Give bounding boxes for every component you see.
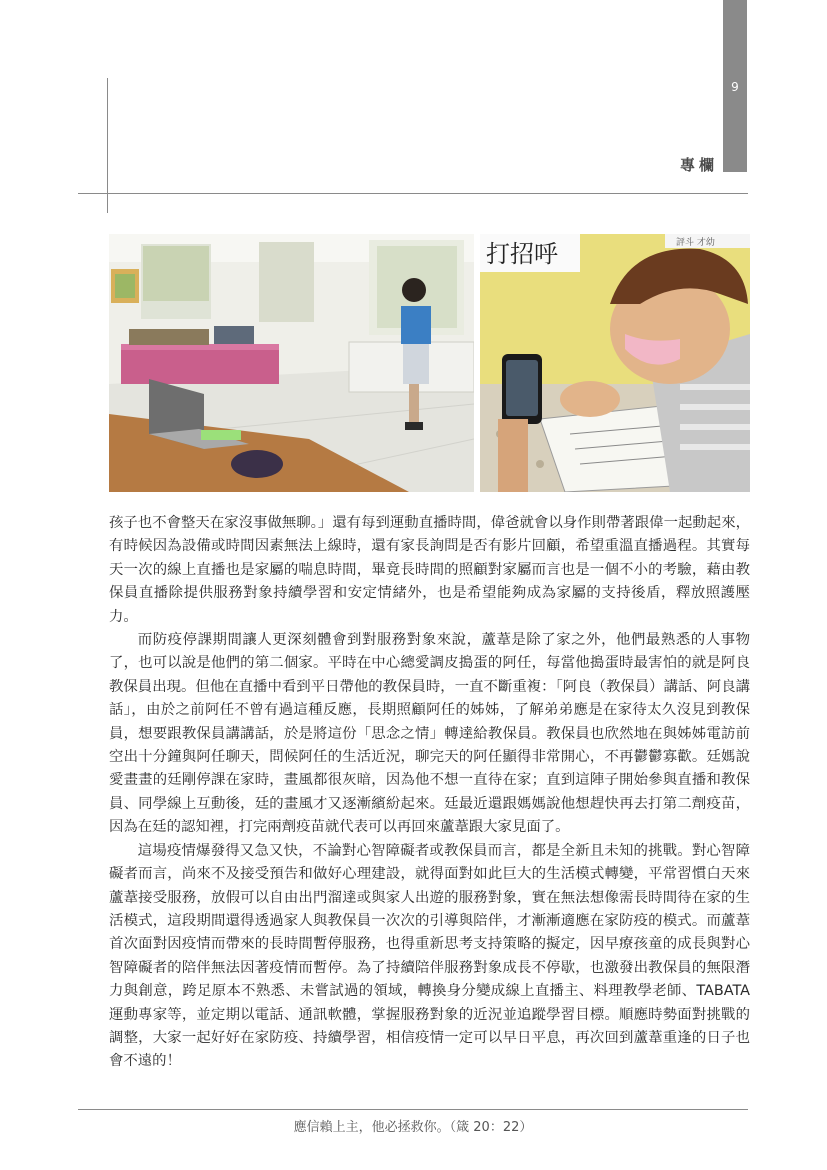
paragraph-1: 孩子也不會整天在家沒事做無聊。」還有每到運動直播時間，偉爸就會以身作則帶著跟偉一起動起來，有時候因為設備或時間因素無法上線時，還有家長詢問是否有影片回顧，希望重溫直播過程。其實每天一次的線上直播也是家屬的喘息時間，畢竟長時間的照顧對家屬而言也是一個不小的考驗，藉由教保員直播除提供服務對象持續學習和安定情緒外，也是希望能夠成為家屬的支持後盾，釋放照護壓力。 (109, 515, 750, 625)
sign-text: 打招呼 (486, 240, 558, 268)
footer-rule (78, 1109, 748, 1110)
column-title: 專欄 (679, 156, 718, 174)
paragraph-2: 而防疫停課期間讓人更深刻體會到對服務對象來說，蘆葦是除了家之外，他們最熟悉的人事物了，也可以說是他們的第二個家。平時在中心總愛調皮搗蛋的阿任，每當他搗蛋時最害怕的就是阿良教保員出現。但他在直播中看到平日帶他的教保員時，一直不斷重複：「阿良（教保員）講話、阿良講話」，由於之前阿任不曾有過這種反應，長期照顧阿任的姊姊，了解弟弟應是在家待太久沒見到教保員，想要跟教保員講講話，於是將這份「思念之情」轉達給教保員。教保員也欣然地在與姊姊電訪前空出十分鐘與阿任聊天，問候阿任的生活近況，聊完天的阿任顯得非常開心，不再鬱鬱寡歡。廷媽說愛畫畫的廷剛停課在家時，畫風都很灰暗，因為他不想一直待在家；直到這陣子開始參與直播和教保員、同學線上互動後，廷的畫風才又逐漸繽紛起來。廷最近還跟媽媽說他想趕快再去打第二劑疫苗，因為在廷的認知裡，打完兩劑疫苗就代表可以再回來蘆葦跟大家見面了。 (109, 632, 750, 836)
photo-teacher-livestream (109, 234, 474, 492)
header-horizontal-rule (78, 193, 748, 194)
page-number: 9 (731, 80, 739, 94)
footer-quote: 應信賴上主，他必拯救你。（箴 20：22） (293, 1120, 533, 1135)
sign-small-text: 評斗 才幼 (676, 238, 715, 248)
photo-video-call (480, 234, 750, 492)
paragraph-3: 這場疫情爆發得又急又快，不論對心智障礙者或教保員而言，都是全新且未知的挑戰。對心智障礙者而言，尚來不及接受預告和做好心理建設，就得面對如此巨大的生活模式轉變，平常習慣白天來蘆葦接受服務，放假可以自由出門溜達或與家人出遊的服務對象，實在無法想像需長時間待在家的生活模式，這段期間還得透過家人與教保員一次次的引導與陪伴，才漸漸適應在家防疫的模式。而蘆葦首次面對因疫情而帶來的長時間暫停服務，也得重新思考支持策略的擬定，因早療孩童的成長與對心智障礙者的陪伴無法因著疫情而暫停。為了持續陪伴服務對象成長不停歇，也激發出教保員的無限潛力與創意，跨足原本不熟悉、未嘗試過的領域，轉換身分變成線上直播主、料理教學老師、TABATA 運動專家等，並定期以電話、通訊軟體，掌握服務對象的近況並追蹤學習目標。順應時勢面對挑戰的調整，大家一起好好在家防疫、持續學習，相信疫情一定可以早日平息，再次回到蘆葦重逢的日子也會不遠的！ (109, 842, 750, 1070)
article-body (109, 512, 750, 1074)
